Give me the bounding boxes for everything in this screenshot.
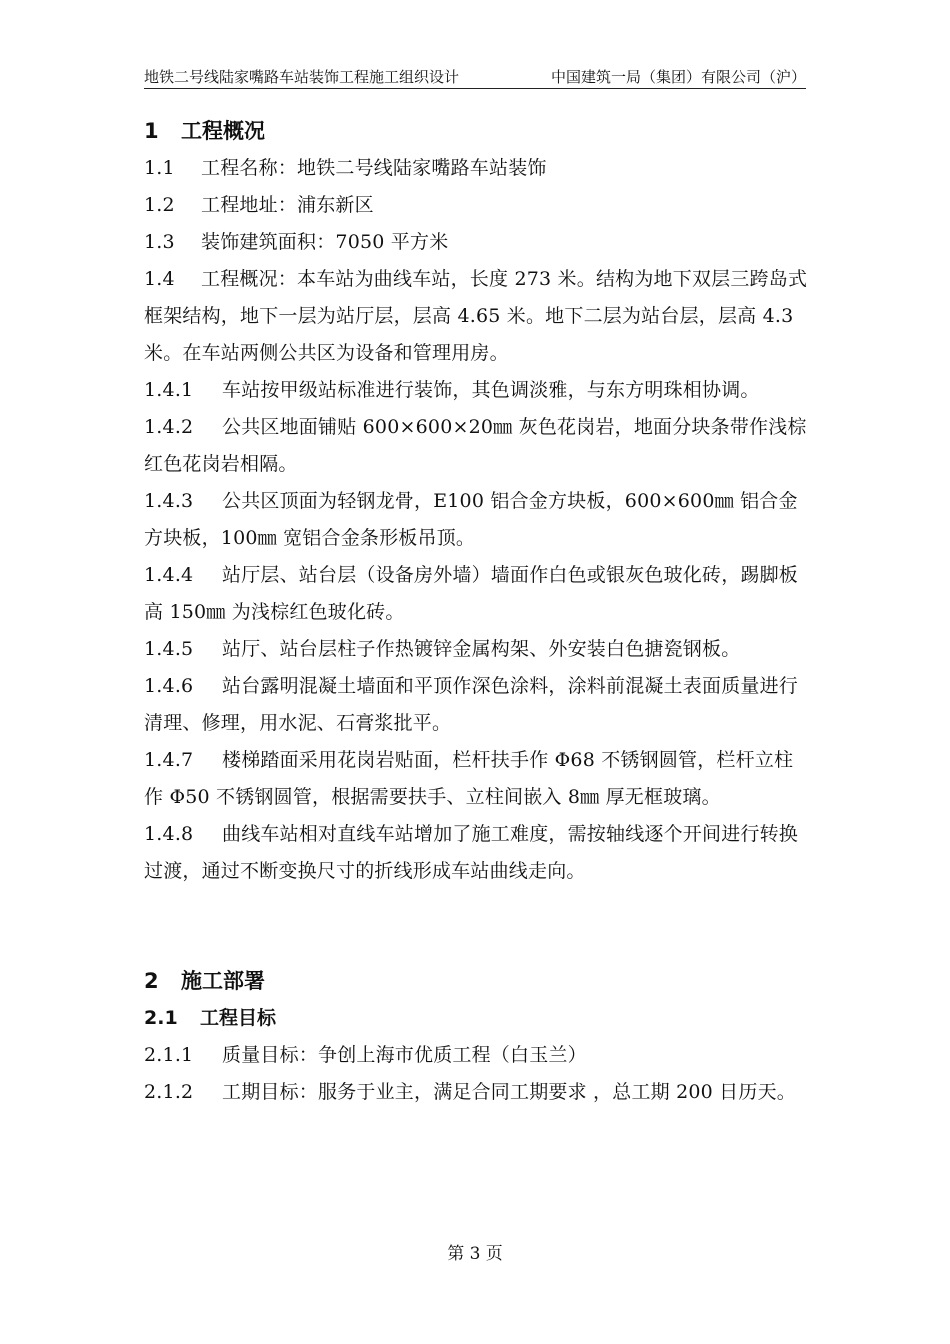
paragraph-text: 车站按甲级站标准进行装饰，其色调淡雅，与东方明珠相协调。 [222, 379, 760, 401]
paragraph-1-4 [144, 261, 812, 372]
paragraph-number: 1.4.6 [144, 675, 194, 697]
paragraph-text: 站厅、站台层柱子作热镀锌金属构架、外安装白色搪瓷钢板。 [222, 638, 741, 660]
paragraph-1-4-8 [144, 816, 812, 890]
section-2-heading [144, 962, 812, 1000]
paragraph-text: 工程名称：地铁二号线陆家嘴路车站装饰 [201, 157, 547, 179]
paragraph-1-2 [144, 187, 812, 224]
paragraph-number: 1.1 [144, 157, 175, 179]
paragraph-text: 站台露明混凝土墙面和平顶作深色涂料，涂料前混凝土表面质量进行清理、修理，用水泥、石膏浆批平。 [144, 675, 799, 734]
paragraph-text: 站厅层、站台层（设备房外墙）墙面作白色或银灰色玻化砖，踢脚板高 150㎜ 为浅棕红色玻化砖。 [144, 564, 799, 623]
paragraph-text: 公共区地面铺贴 600×600×20㎜ 灰色花岗岩，地面分块条带作浅棕红色花岗岩相隔。 [144, 416, 807, 475]
paragraph-1-4-4 [144, 557, 812, 631]
section-2-number: 2 [144, 969, 159, 993]
paragraph-text: 工程概况：本车站为曲线车站，长度 273 米。结构为地下双层三跨岛式框架结构，地下一层为站厅层，层高 4.65 米。地下二层为站台层，层高 4.3 米。在车站两侧公共区为设备和管理用房。 [144, 268, 808, 364]
paragraph-number: 1.4.4 [144, 564, 194, 586]
paragraph-1-4-6 [144, 668, 812, 742]
paragraph-1-4-7 [144, 742, 812, 816]
paragraph-text: 工程地址：浦东新区 [201, 194, 374, 216]
paragraph-2-1-2 [144, 1074, 812, 1111]
paragraph-number: 2.1.1 [144, 1044, 194, 1066]
paragraph-text: 工期目标：服务于业主，满足合同工期要求 ，总工期 200 日历天。 [222, 1081, 796, 1103]
paragraph-number: 1.3 [144, 231, 175, 253]
section-1-number: 1 [144, 119, 159, 143]
subsection-2-1-title: 工程目标 [200, 1007, 277, 1029]
paragraph-number: 1.4.1 [144, 379, 194, 401]
paragraph-1-3 [144, 224, 812, 261]
paragraph-number: 1.4.5 [144, 638, 194, 660]
paragraph-text: 公共区顶面为轻钢龙骨，E100 铝合金方块板，600×600㎜ 铝合金方块板，100㎜ 宽铝合金条形板吊顶。 [144, 490, 798, 549]
paragraph-number: 1.2 [144, 194, 175, 216]
paragraph-text: 质量目标：争创上海市优质工程（白玉兰） [222, 1044, 587, 1066]
paragraph-number: 2.1.2 [144, 1081, 194, 1103]
paragraph-number: 1.4.2 [144, 416, 194, 438]
paragraph-text: 曲线车站相对直线车站增加了施工难度，需按轴线逐个开间进行转换过渡，通过不断变换尺寸的折线形成车站曲线走向。 [144, 823, 799, 882]
section-2-title: 施工部署 [181, 969, 265, 993]
document-body [144, 112, 812, 1111]
paragraph-1-1 [144, 150, 812, 187]
paragraph-2-1-1 [144, 1037, 812, 1074]
header-document-title: 地铁二号线陆家嘴路车站装饰工程施工组织设计 [144, 68, 460, 86]
paragraph-number: 1.4.8 [144, 823, 194, 845]
paragraph-number: 1.4.3 [144, 490, 194, 512]
section-1-heading [144, 112, 812, 150]
subsection-2-1-number: 2.1 [144, 1007, 178, 1029]
paragraph-text: 楼梯踏面采用花岗岩贴面，栏杆扶手作 Φ68 不锈钢圆管，栏杆立柱作 Φ50 不锈钢圆管，根据需要扶手、立柱间嵌入 8㎜ 厚无框玻璃。 [144, 749, 794, 808]
paragraph-1-4-3 [144, 483, 812, 557]
header-company-name: 中国建筑一局（集团）有限公司（沪） [550, 68, 806, 86]
paragraph-number: 1.4.7 [144, 749, 194, 771]
paragraph-number: 1.4 [144, 268, 175, 290]
page-number: 第 3 页 [447, 1244, 503, 1264]
section-gap [144, 890, 812, 962]
paragraph-1-4-1 [144, 372, 812, 409]
section-1-title: 工程概况 [181, 119, 265, 143]
paragraph-1-4-5 [144, 631, 812, 668]
paragraph-1-4-2 [144, 409, 812, 483]
running-header [144, 66, 806, 89]
paragraph-text: 装饰建筑面积：7050 平方米 [201, 231, 449, 253]
subsection-2-1-heading [144, 1000, 812, 1037]
